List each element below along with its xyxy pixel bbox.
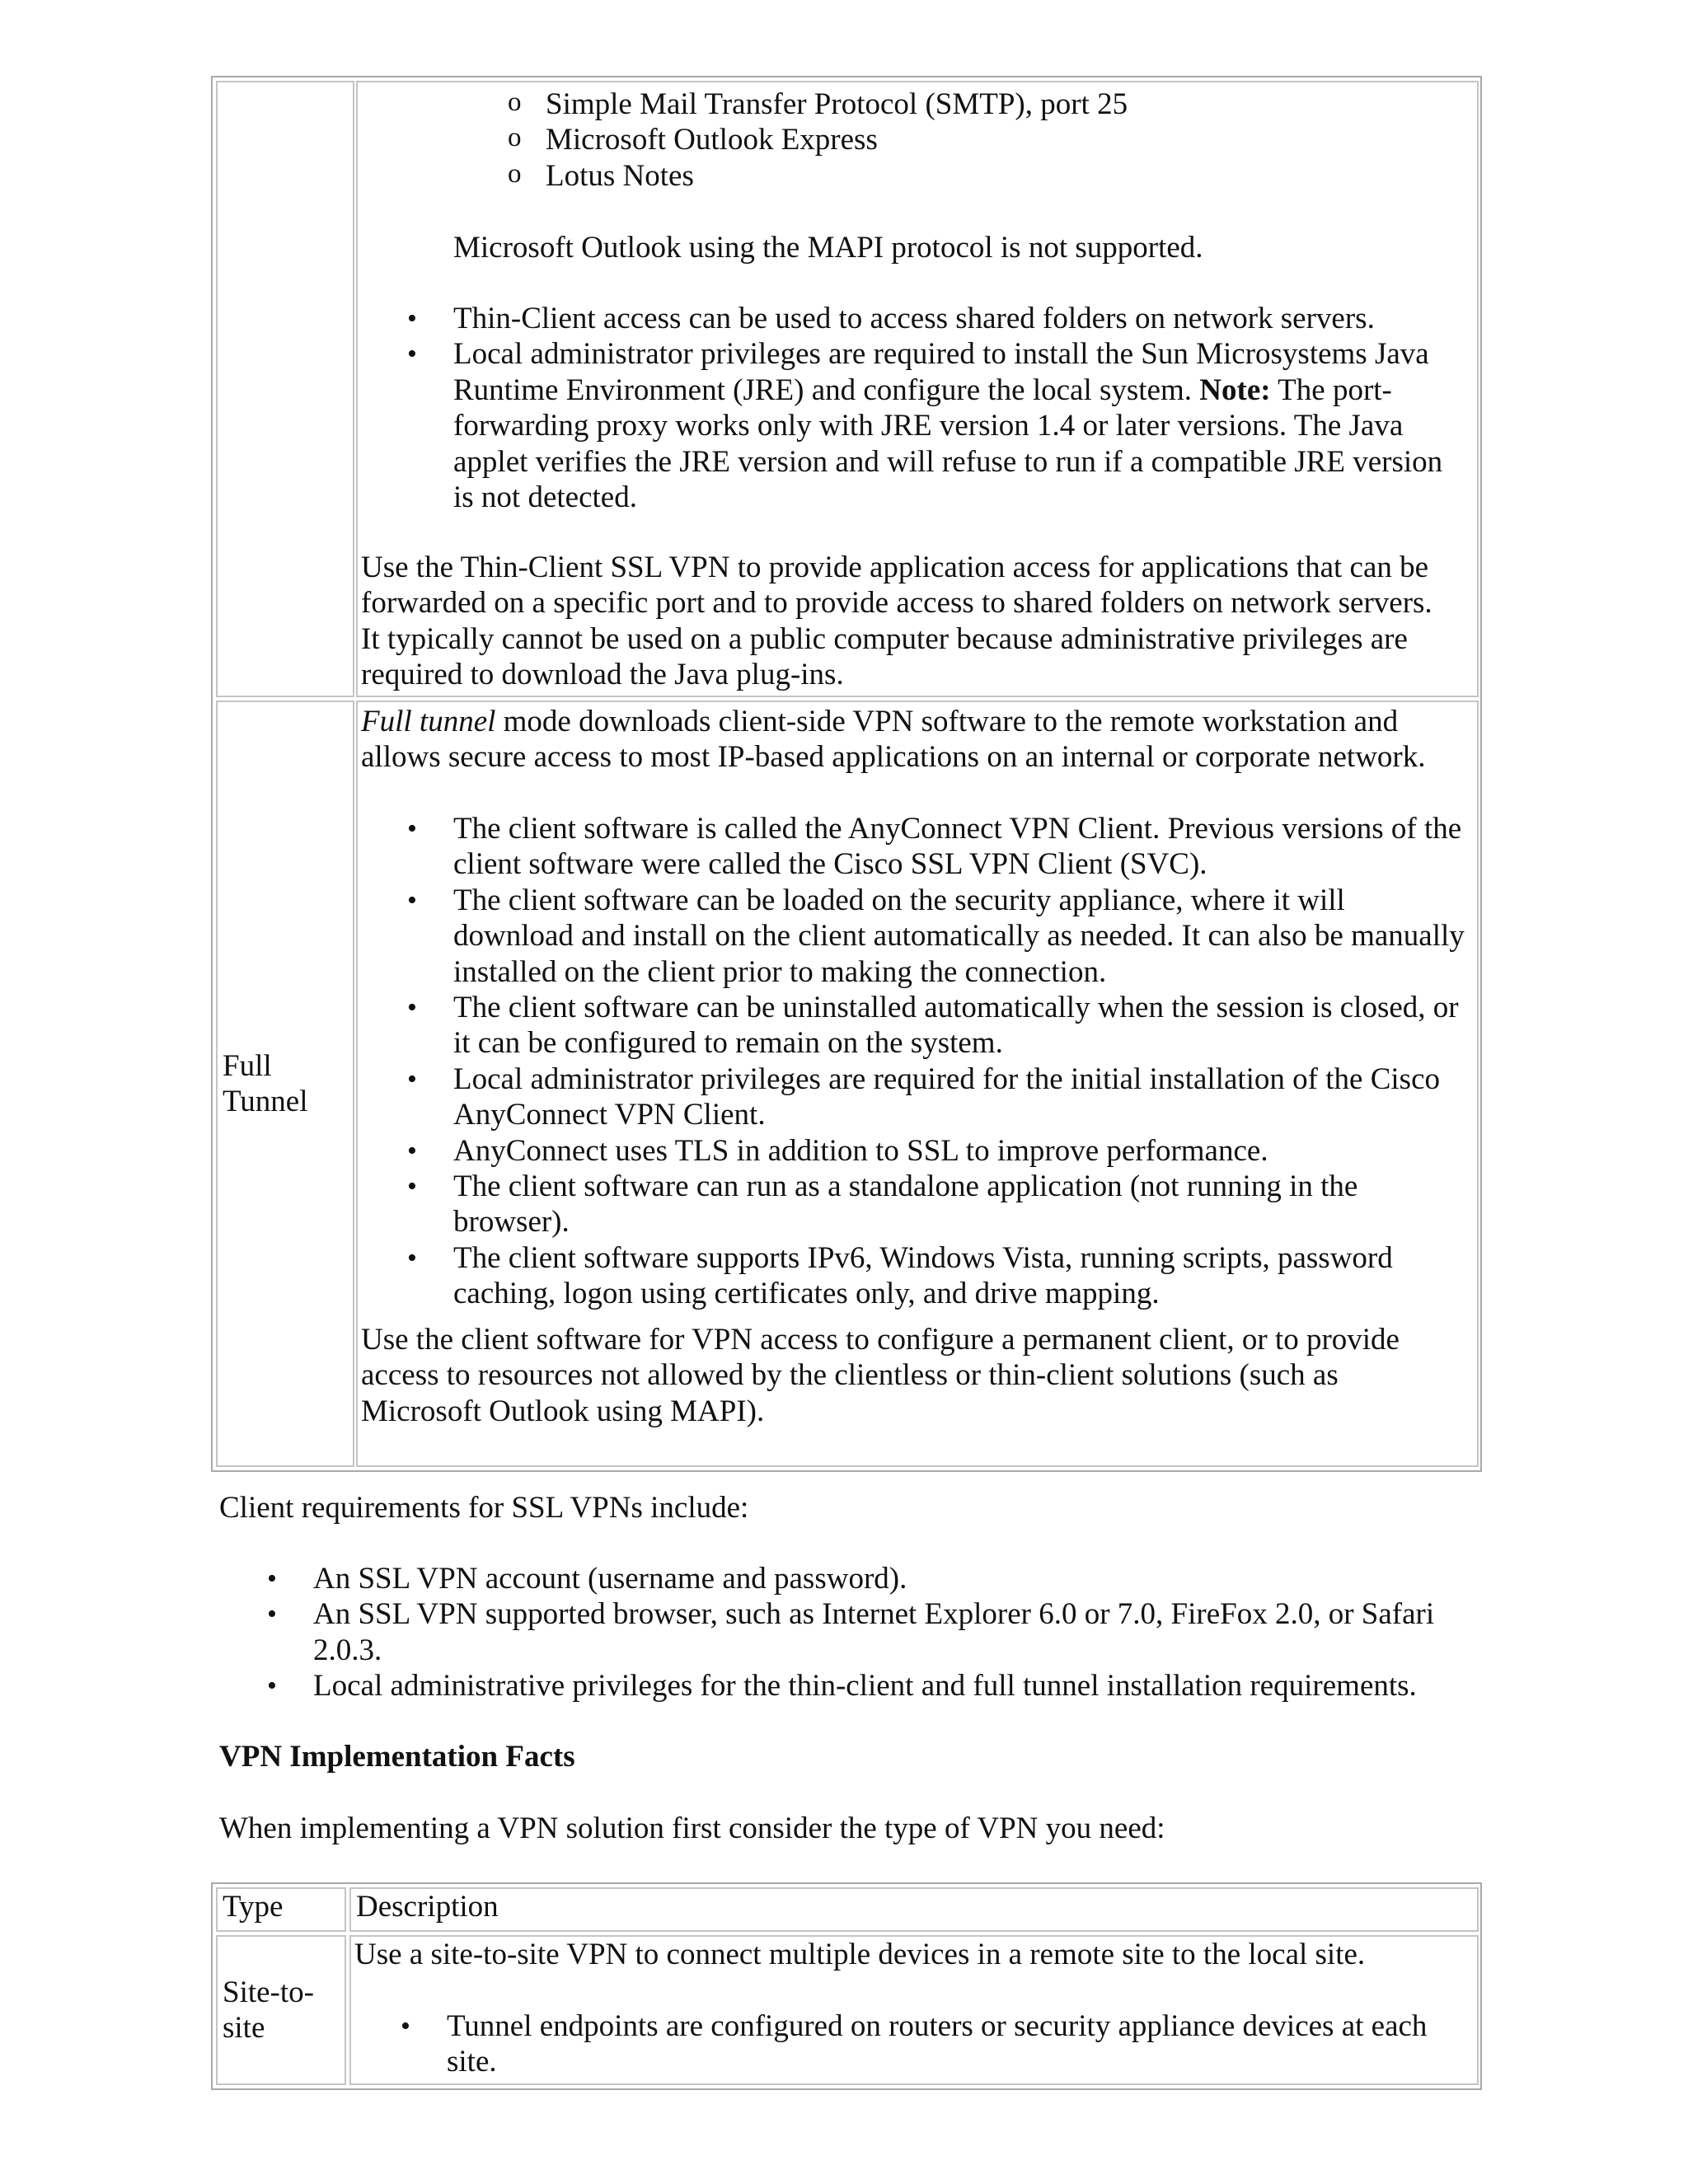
list-item: • The client software is called the AnyConnect VPN Client. Previous versions of the client software were called the Cisco SSL VPN Client (SVC). (453, 811, 1467, 883)
list-item: • An SSL VPN account (username and password). (313, 1561, 1467, 1596)
full-tunnel-label: Full Tunnel (223, 1048, 308, 1118)
table-cell-type-site-to-site (216, 1935, 346, 2085)
list-item: o Microsoft Outlook Express (546, 122, 1452, 157)
site-to-site-bullets (447, 2008, 1469, 2080)
list-item: • Tunnel endpoints are configured on routers or security appliance devices at each site. (447, 2008, 1469, 2080)
site-to-site-description: Use a site-to-site VPN to connect multiple devices in a remote site to the local site. (354, 1938, 1366, 1971)
full-tunnel-summary: Use the client software for VPN access to configure a permanent client, or to provide access to resources not allowed by the clientless or thin-client solutions (such as Microsoft Outlook using MAPI). (361, 1323, 1400, 1428)
table-row-thin-client-label-cell (216, 81, 354, 697)
list-item: • Thin-Client access can be used to access shared folders on network servers. (453, 301, 1467, 336)
protocol-sub-list (546, 87, 1452, 194)
section-heading: VPN Implementation Facts (219, 1740, 575, 1774)
list-item: • An SSL VPN supported browser, such as Internet Explorer 6.0 or 7.0, FireFox 2.0, or Safari 2.0.3. (313, 1596, 1467, 1668)
table-header-description: Description (349, 1887, 1479, 1932)
list-item: • Local administrator privileges are required for the initial installation of the Cisco AnyConnect VPN Client. (453, 1062, 1467, 1133)
site-to-site-label: Site-to-site (223, 1975, 314, 2045)
list-item: o Simple Mail Transfer Protocol (SMTP), port 25 (546, 87, 1452, 122)
full-tunnel-term: Full tunnel (361, 705, 496, 738)
list-item: • Local administrative privileges for the thin-client and full tunnel installation requirements. (313, 1668, 1467, 1704)
list-item: • The client software supports IPv6, Windows Vista, running scripts, password caching, logon using certificates only, and drive mapping. (453, 1240, 1467, 1312)
note-label: Note: (1199, 373, 1271, 407)
thin-client-summary: Use the Thin-Client SSL VPN to provide application access for applications that can be forwarded on a specific port and to provide access to shared folders on network servers. It typically cannot be used on a public computer because administrative privileges are required to download the Java plug-ins. (361, 551, 1432, 692)
ssl-vpn-modes-table (211, 76, 1482, 1472)
client-requirements-list (313, 1561, 1467, 1704)
implementation-intro: When implementing a VPN solution first consider the type of VPN you need: (219, 1811, 1165, 1845)
table-row-full-tunnel-label-cell (216, 701, 354, 1467)
vpn-types-table (211, 1882, 1482, 2090)
list-item: • Local administrator privileges are required to install the Sun Microsystems Java Runtime Environment (JRE) and configure the local system. Note: The port-forwarding proxy works only with JRE version 1.4 or later versions. The Java applet verifies the JRE version and will refuse to run if a compatible JRE version is not detected. (453, 336, 1467, 515)
mapi-note: Microsoft Outlook using the MAPI protocol is not supported. (453, 231, 1203, 265)
list-item: o Lotus Notes (546, 158, 1452, 194)
table-row-thin-client-description-cell (356, 81, 1479, 697)
client-requirements-intro: Client requirements for SSL VPNs include: (219, 1491, 749, 1525)
table-cell-description-site-to-site (349, 1935, 1479, 2085)
table-row-full-tunnel-description-cell (356, 701, 1479, 1467)
list-item: • The client software can run as a standalone application (not running in the browser). (453, 1169, 1467, 1240)
table-header-type: Type (216, 1887, 346, 1932)
thin-client-bullets (453, 301, 1467, 515)
list-item: • The client software can be loaded on the security appliance, where it will download and install on the client automatically as needed. It can also be manually installed on the client prior to making the connection. (453, 883, 1467, 990)
full-tunnel-bullets (453, 811, 1467, 1312)
list-item: • The client software can be uninstalled automatically when the session is closed, or it can be configured to remain on the system. (453, 990, 1467, 1062)
full-tunnel-intro: Full tunnel mode downloads client-side VPN software to the remote workstation and allows secure access to most IP-based applications on an internal or corporate network. (361, 705, 1426, 775)
list-item: • AnyConnect uses TLS in addition to SSL to improve performance. (453, 1133, 1467, 1169)
